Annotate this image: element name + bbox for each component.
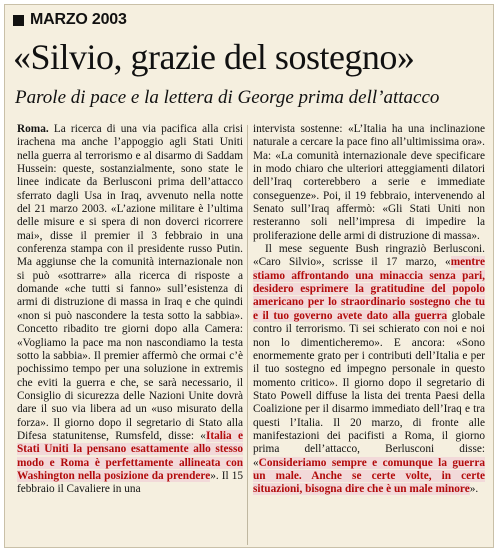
text-run: ». Il 15 febbraio il Cavaliere in una xyxy=(17,469,243,496)
highlighted-quote: Consideriamo sempre e comunque la guerra un male. Anche se certe volte, in certe situazioni, bisogna dire che è un male minore xyxy=(253,456,485,496)
text-run: La ricerca di una via pacifica alla crisi irachena ma anche l’appoggio agli Stati Uniti nella guerra al terrorismo e al disarmo di Saddam Hussein: queste, sostanzialmente, sono state le linee indicate da Berlusconi prima dell’attacco sferrato dagli Usa in Iraq, avvenuto nella notte del 21 marzo 2003. «L’azione militare è l’ultima delle misure e si spera di non doverci ricorrere mai», disse il premier il 3 febbraio in una conferenza stampa con il presidente russo Putin. Ma aggiunse che la comunità internazionale non si può «sottrarre» alla ricerca di risposte a domande «che tutti si fanno» sull’esistenza di armi di distruzione di massa in Iraq e che quindi «non si può nascondere la testa sotto la sabbia». Concetto ribadito tre giorni dopo alla Camera: «Vogliamo la pace ma non nascondiamo la testa sotto la sabbia». Il premier affermò che ormai c’è pochissimo tempo per una soluzione in extremis che eviti la guerra e che, se sarà necessario, il Consiglio di sicurezza delle Nazioni Unite dovrà dare il suo via libera ad un «uso misurato della forza». Il giorno dopo il segretario di Stato alla Difesa statunitense, Rumsfeld, disse: « xyxy=(17,123,243,442)
square-bullet-icon xyxy=(13,15,24,26)
column-divider xyxy=(247,125,248,545)
newspaper-clipping xyxy=(4,4,494,548)
paragraph xyxy=(253,243,485,497)
highlighted-quote: Italia e Stati Uniti la pensano esattamente allo stesso modo e Roma è perfettamente allineata con Washington nella posizione da prendere xyxy=(17,429,243,482)
paragraph xyxy=(17,123,243,497)
paragraph xyxy=(253,123,485,243)
kicker-label: MARZO 2003 xyxy=(30,11,127,28)
text-run: Il mese seguente Bush ringraziò Berlusconi. «Caro Silvio», scrisse il 17 marzo, « xyxy=(253,243,485,269)
text-run: globale contro il terrorismo. Ti sei schierato con noi e noi non lo dimenticheremo». E ancora: «Sono enormemente grato per i contributi dell’Italia e per il tuo sostegno ed impegno personale in questo momento critico». Il giorno dopo il segretario di Stato Powell diffuse la lista dei trenta Paesi della Coalizione per il disarmo immediato dell’Iraq e tra questi l’Italia. Il 20 marzo, di fronte alle manifestazioni dei pacifisti a Roma, il giorno prima dell’attacco, Berlusconi disse: « xyxy=(253,309,485,469)
subheadline: Parole di pace e la lettera di George prima dell’attacco xyxy=(15,87,440,108)
headline: «Silvio, grazie del sostegno» xyxy=(13,37,415,77)
article-column-left xyxy=(17,123,243,497)
section-kicker xyxy=(13,11,127,29)
text-run: ». xyxy=(469,483,479,496)
highlighted-quote: mentre stiamo affrontando una minaccia senza pari, desidero esprimere la gratitudine del popolo americano per lo straordinario sostegno che tu e il tuo governo avete dato alla guerra xyxy=(253,256,485,322)
dateline: Roma. xyxy=(17,123,49,135)
article-column-right xyxy=(253,123,485,497)
text-run: intervista sostenne: «L’Italia ha una inclinazione naturale a cercare la pace fino all’ultimissima ora». Ma: «La comunità internazionale deve specificare in modo chiaro che ulteriori atteggiamenti dilatori dell’Iraq corterebbero a serie e immediate conseguenze». Poi, il 19 febbraio, intervenendo al Senato sull’Iraq affermò: «Gli Stati Uniti non resteranno soli nell’impresa di impedire la proliferazione delle armi di distruzione di massa». xyxy=(253,123,485,242)
